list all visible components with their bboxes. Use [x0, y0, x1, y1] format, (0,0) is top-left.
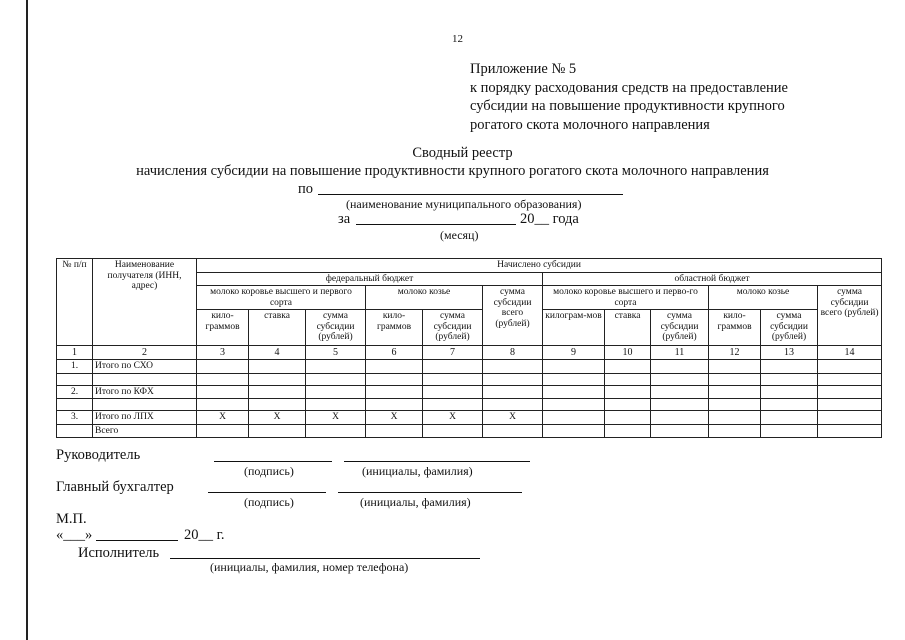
executor-field[interactable] [170, 558, 480, 559]
date-month-field[interactable] [96, 540, 178, 541]
cell[interactable] [709, 385, 761, 399]
date-year: 20__ г. [184, 527, 225, 543]
head-signature-field[interactable] [214, 461, 332, 462]
cell[interactable] [651, 360, 709, 374]
header-kg: кило-граммов [366, 310, 423, 346]
cell[interactable] [818, 411, 882, 425]
cell[interactable] [818, 385, 882, 399]
x-mark: Х [423, 411, 483, 425]
header-goat-milk-regional: молоко козье [709, 286, 818, 310]
column-number: 12 [709, 346, 761, 360]
cell[interactable] [605, 424, 651, 438]
header-num: № п/п [57, 259, 93, 346]
table-row [57, 411, 882, 425]
header-kg: кило-граммов [197, 310, 249, 346]
cell[interactable] [483, 385, 543, 399]
cell[interactable] [249, 360, 306, 374]
column-number: 13 [761, 346, 818, 360]
month-field[interactable] [356, 224, 516, 225]
table-row [57, 373, 882, 385]
header-goat-milk-federal: молоко козье [366, 286, 483, 310]
cell[interactable] [306, 385, 366, 399]
header-rate: ставка [605, 310, 651, 346]
cell[interactable] [197, 360, 249, 374]
column-number: 8 [483, 346, 543, 360]
row-name: Всего [93, 424, 197, 438]
header-federal: федеральный бюджет [197, 272, 543, 286]
column-numbers-row [57, 346, 882, 360]
row-num [57, 424, 93, 438]
x-mark: Х [306, 411, 366, 425]
cell[interactable] [761, 424, 818, 438]
column-number: 3 [197, 346, 249, 360]
head-label: Руководитель [56, 447, 141, 463]
header-cow-milk-federal: молоко коровье высшего и первого сорта [197, 286, 366, 310]
sign-caption: (подпись) [244, 495, 294, 509]
page-number: 12 [452, 33, 463, 45]
row-num: 1. [57, 360, 93, 374]
row-name: Итого по СХО [93, 360, 197, 374]
cell[interactable] [423, 385, 483, 399]
appendix-header [470, 60, 890, 134]
cell[interactable] [543, 424, 605, 438]
cell[interactable] [651, 411, 709, 425]
column-number: 1 [57, 346, 93, 360]
header-kg: кило-граммов [709, 310, 761, 346]
header-sum: сумма субсидии (рублей) [423, 310, 483, 346]
head-name-field[interactable] [344, 461, 530, 462]
cell[interactable] [761, 385, 818, 399]
register-table [56, 258, 882, 438]
cell[interactable] [709, 424, 761, 438]
cell[interactable] [761, 411, 818, 425]
header-sum: сумма субсидии (рублей) [761, 310, 818, 346]
executor-caption: (инициалы, фамилия, номер телефона) [210, 560, 409, 574]
cell[interactable] [249, 385, 306, 399]
cell[interactable] [761, 360, 818, 374]
stamp-label: М.П. [56, 511, 87, 527]
cell[interactable] [709, 411, 761, 425]
appendix-line: рогатого скота молочного направления [470, 116, 710, 133]
cell[interactable] [366, 385, 423, 399]
header-recipient: Наименование получателя (ИНН, адрес) [93, 259, 197, 346]
row-name: Итого по ЛПХ [93, 411, 197, 425]
name-caption: (инициалы, фамилия) [360, 495, 471, 509]
table-row [57, 385, 882, 399]
row-num: 2. [57, 385, 93, 399]
header-cow-milk-regional: молоко коровье высшего и перво-го сорта [543, 286, 709, 310]
x-mark: Х [249, 411, 306, 425]
month-caption: (месяц) [440, 228, 479, 242]
column-number: 6 [366, 346, 423, 360]
accountant-label: Главный бухгалтер [56, 479, 174, 495]
sign-caption: (подпись) [244, 464, 294, 478]
za-label: за [338, 211, 351, 227]
cell[interactable] [818, 424, 882, 438]
municipality-caption: (наименование муниципального образования) [346, 197, 582, 211]
appendix-number: Приложение № 5 [470, 61, 577, 77]
document-subtitle: начисления субсидии на повышение продуктивности крупного рогатого скота молочного направления [136, 163, 769, 179]
cell[interactable] [197, 424, 249, 438]
header-total-regional: сумма субсидии всего (рублей) [818, 286, 882, 346]
header-kg: килограм-мов [543, 310, 605, 346]
cell[interactable] [306, 360, 366, 374]
date-day: «___» [56, 527, 93, 543]
header-regional: областной бюджет [543, 272, 882, 286]
cell[interactable] [709, 360, 761, 374]
table-row [57, 360, 882, 374]
cell[interactable] [423, 424, 483, 438]
cell[interactable] [605, 411, 651, 425]
x-mark: Х [197, 411, 249, 425]
executor-label: Исполнитель [78, 545, 160, 561]
cell[interactable] [543, 360, 605, 374]
municipality-field[interactable] [318, 194, 623, 195]
column-number: 14 [818, 346, 882, 360]
header-sum: сумма субсидии (рублей) [306, 310, 366, 346]
po-label: по [298, 181, 314, 197]
cell[interactable] [543, 411, 605, 425]
column-number: 7 [423, 346, 483, 360]
name-caption: (инициалы, фамилия) [362, 464, 473, 478]
cell[interactable] [651, 424, 709, 438]
appendix-line: к порядку расходования средств на предоставление [470, 79, 788, 96]
document-title: Сводный реестр [412, 145, 513, 161]
cell[interactable] [366, 424, 423, 438]
column-number: 4 [249, 346, 306, 360]
cell[interactable] [605, 360, 651, 374]
row-name: Итого по КФХ [93, 385, 197, 399]
header-sum: сумма субсидии (рублей) [651, 310, 709, 346]
cell[interactable] [605, 385, 651, 399]
x-mark: Х [483, 411, 543, 425]
table-row [57, 399, 882, 411]
cell[interactable] [818, 360, 882, 374]
cell[interactable] [543, 385, 605, 399]
cell[interactable] [249, 424, 306, 438]
column-number: 5 [306, 346, 366, 360]
column-number: 9 [543, 346, 605, 360]
x-mark: Х [366, 411, 423, 425]
header-rate: ставка [249, 310, 306, 346]
cell[interactable] [197, 385, 249, 399]
row-num: 3. [57, 411, 93, 425]
cell[interactable] [306, 424, 366, 438]
accountant-name-field[interactable] [338, 492, 522, 493]
cell[interactable] [483, 360, 543, 374]
column-number: 2 [93, 346, 197, 360]
cell[interactable] [366, 360, 423, 374]
cell[interactable] [423, 360, 483, 374]
year-label: 20__ года [520, 211, 579, 227]
appendix-line: субсидии на повышение продуктивности крупного [470, 98, 785, 114]
header-accrued: Начислено субсидии [197, 259, 882, 273]
cell[interactable] [483, 424, 543, 438]
accountant-signature-field[interactable] [208, 492, 326, 493]
page-margin-rule [26, 0, 28, 640]
header-total-federal: сумма субсидии всего (рублей) [483, 286, 543, 346]
cell[interactable] [651, 385, 709, 399]
column-number: 11 [651, 346, 709, 360]
column-number: 10 [605, 346, 651, 360]
table-row-total [57, 424, 882, 438]
